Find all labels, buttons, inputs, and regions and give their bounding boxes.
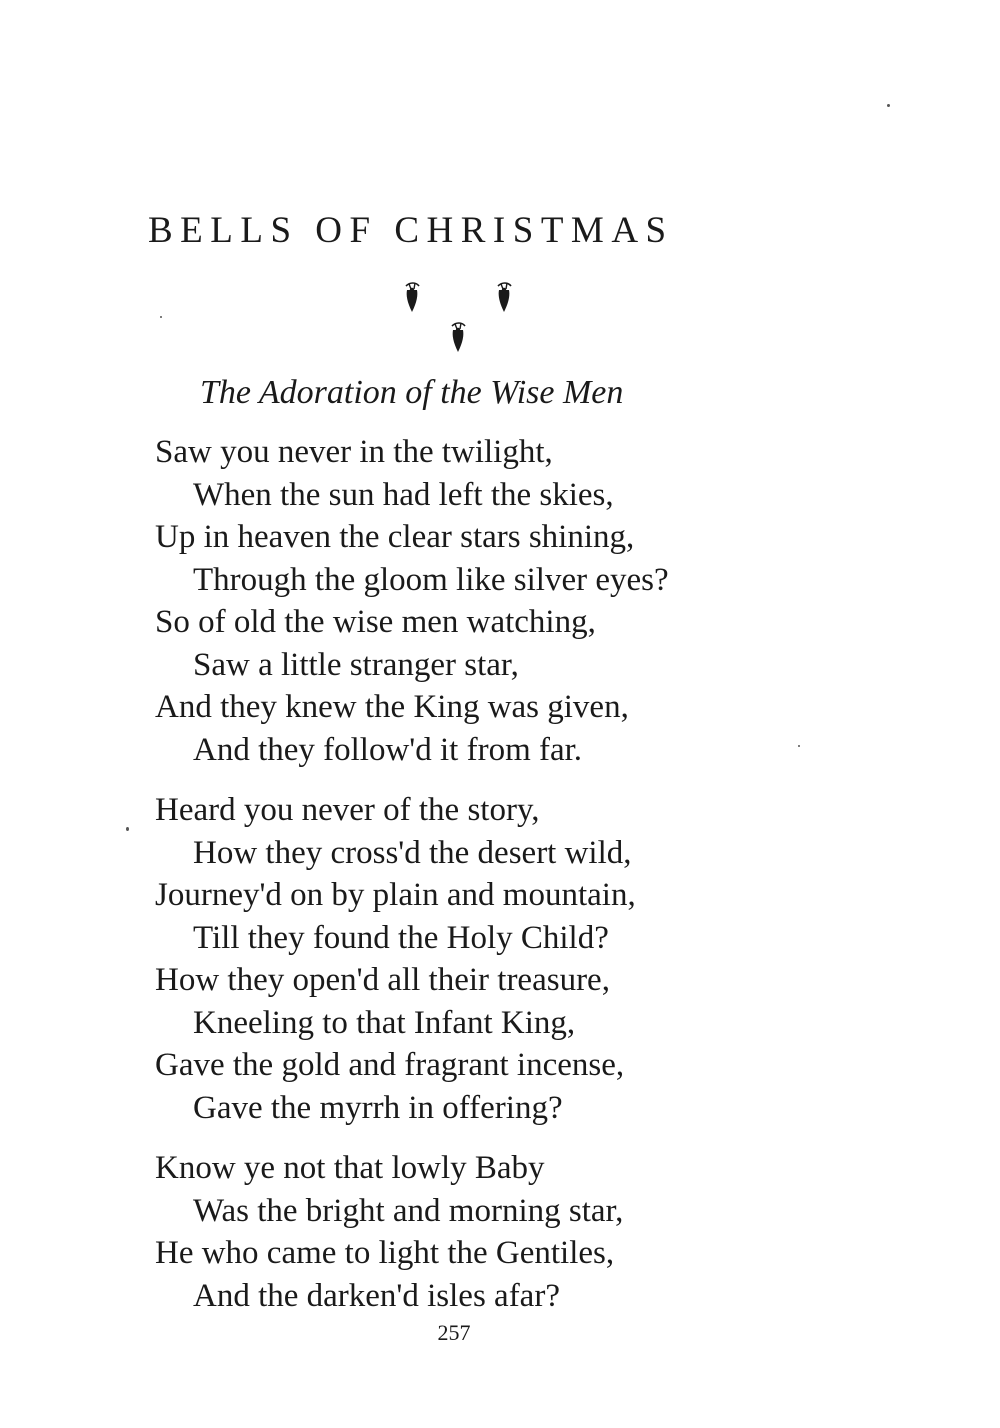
scan-speck (798, 745, 800, 747)
bell-ornament-icon (498, 283, 511, 312)
poem-line: He who came to light the Gentiles, (155, 1235, 615, 1271)
poem-line: Journey'd on by plain and mountain, (155, 877, 636, 913)
poem-line: And the darken'd isles afar? (193, 1277, 560, 1314)
poem-line: Was the bright and morning star, (193, 1192, 624, 1229)
poem-line: Through the gloom like silver eyes? (193, 561, 669, 598)
poem-line: Know ye not that lowly Baby (155, 1150, 545, 1186)
poem-line: How they open'd all their treasure, (155, 962, 610, 998)
scan-speck (126, 827, 129, 831)
poem-line: Till they found the Holy Child? (193, 919, 609, 956)
bell-ornament-icon (452, 323, 465, 352)
chapter-heading: BELLS OF CHRISTMAS (148, 210, 674, 251)
page-number: 257 (437, 1320, 471, 1345)
poem-line: Kneeling to that Infant King, (193, 1004, 576, 1041)
poem-line: When the sun had left the skies, (193, 476, 614, 513)
poem-line: Saw a little stranger star, (193, 646, 519, 683)
poem-line: So of old the wise men watching, (155, 604, 596, 640)
poem-body (155, 431, 855, 1317)
stanza-2 (155, 789, 855, 1129)
poem-line: Up in heaven the clear stars shining, (155, 519, 635, 555)
scan-speck (160, 316, 162, 318)
stanza-3 (155, 1147, 855, 1317)
poem-line: Gave the myrrh in offering? (193, 1089, 563, 1126)
stanza-1 (155, 431, 855, 771)
poem-line: Gave the gold and fragrant incense, (155, 1047, 625, 1083)
poem-title: The Adoration of the Wise Men (200, 374, 624, 411)
poem-line: How they cross'd the desert wild, (193, 834, 632, 871)
poem-line: Heard you never of the story, (155, 792, 540, 828)
bell-ornament-icon (406, 283, 419, 312)
poem-line: And they knew the King was given, (155, 689, 629, 725)
bell-ornaments (390, 276, 530, 366)
scan-speck (887, 104, 890, 107)
poem-line: Saw you never in the twilight, (155, 434, 553, 470)
poem-line: And they follow'd it from far. (193, 731, 583, 768)
